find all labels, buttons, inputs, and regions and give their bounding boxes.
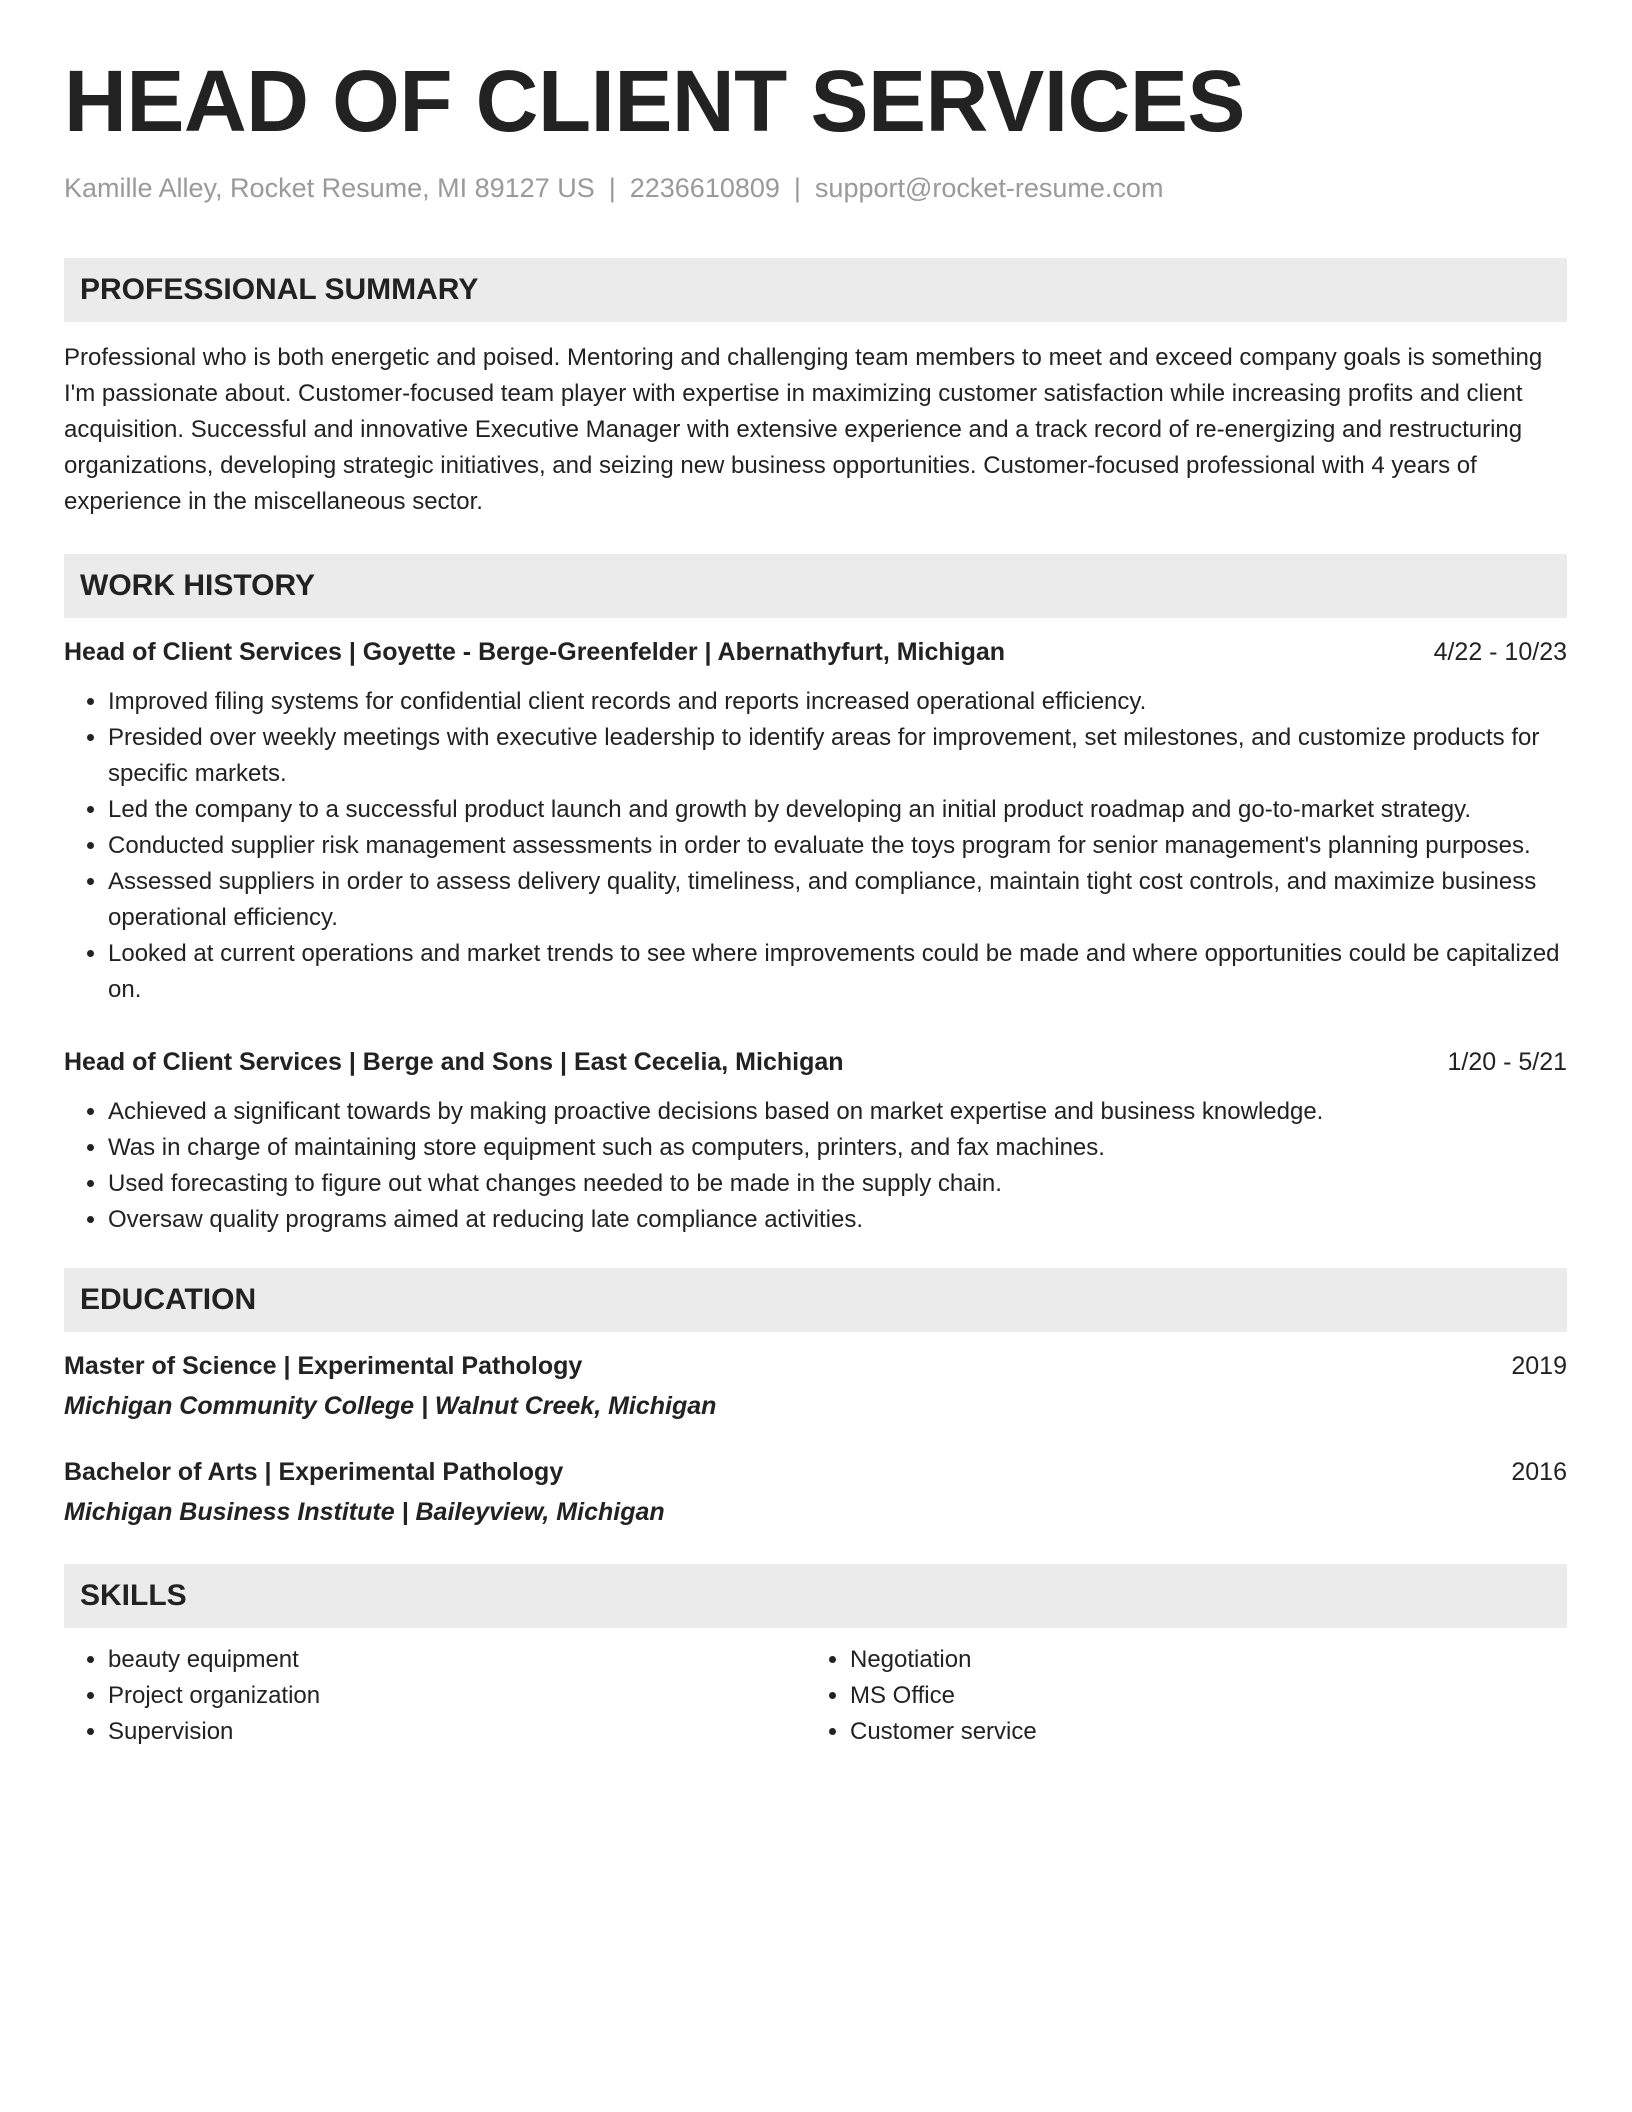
job-bullet: • Was in charge of maintaining store equipment such as computers, printers, and fax machines. [108, 1130, 1567, 1166]
job-header [64, 634, 1567, 670]
job-bullet: • Conducted supplier risk management assessments in order to evaluate the toys program for senior management's planning purposes. [108, 828, 1567, 864]
education-section [64, 1268, 1567, 1530]
skill-item: • beauty equipment [108, 1642, 806, 1678]
job-title: Head of Client Services | Goyette - Berge-Greenfelder | Abernathyfurt, Michigan [64, 638, 1006, 666]
skill-item: • Customer service [850, 1714, 1548, 1750]
skills-column-right [806, 1642, 1548, 1750]
education-entry [64, 1348, 1567, 1424]
job-bullet: • Achieved a significant towards by making proactive decisions based on market expertise and business knowledge. [108, 1094, 1567, 1130]
education-year: 2016 [1511, 1458, 1567, 1486]
job-entry [64, 1044, 1567, 1238]
job-dates: 4/22 - 10/23 [1433, 638, 1567, 666]
summary-heading: PROFESSIONAL SUMMARY [64, 258, 1567, 322]
skill-item: • MS Office [850, 1678, 1548, 1714]
education-year: 2019 [1511, 1352, 1567, 1380]
job-header [64, 1044, 1567, 1080]
job-bullets [64, 1094, 1567, 1238]
education-entry [64, 1454, 1567, 1530]
skill-item: • Project organization [108, 1678, 806, 1714]
education-degree: Bachelor of Arts | Experimental Pathology [64, 1458, 564, 1486]
education-heading: EDUCATION [64, 1268, 1567, 1332]
education-header [64, 1348, 1567, 1384]
education-header [64, 1454, 1567, 1490]
job-bullet: • Oversaw quality programs aimed at reducing late compliance activities. [108, 1202, 1567, 1238]
contact-separator: | [608, 173, 616, 203]
job-bullet: • Presided over weekly meetings with executive leadership to identify areas for improvement, set milestones, and customize products for specific markets. [108, 720, 1567, 792]
job-bullet: • Looked at current operations and market trends to see where improvements could be made and where opportunities could be capitalized on. [108, 936, 1567, 1008]
resume-title: HEAD OF CLIENT SERVICES [64, 53, 1245, 150]
skills-heading: SKILLS [64, 1564, 1567, 1628]
resume-page [64, 52, 1567, 1750]
job-bullet: • Assessed suppliers in order to assess delivery quality, timeliness, and compliance, maintain tight cost controls, and maximize business operational efficiency. [108, 864, 1567, 936]
contact-address: Kamille Alley, Rocket Resume, MI 89127 US [64, 173, 595, 203]
skill-item: • Negotiation [850, 1642, 1548, 1678]
work-history-section [64, 554, 1567, 1238]
summary-section [64, 258, 1567, 520]
education-school: Michigan Business Institute | Baileyview, Michigan [64, 1498, 665, 1526]
contact-separator: | [793, 173, 801, 203]
job-dates: 1/20 - 5/21 [1447, 1048, 1567, 1076]
job-bullet: • Used forecasting to figure out what changes needed to be made in the supply chain. [108, 1166, 1567, 1202]
job-title: Head of Client Services | Berge and Sons | East Cecelia, Michigan [64, 1048, 844, 1076]
work-history-heading: WORK HISTORY [64, 554, 1567, 618]
summary-text: Professional who is both energetic and poised. Mentoring and challenging team members to meet and exceed company goals is something I'm passionate about. Customer-focused team player with expertise in maximizing customer satisfaction while increasing profits and client acquisition. Successful and innovative Executive Manager with extensive experience and a track record of re-energizing and restructuring organizations, developing strategic initiatives, and seizing new business opportunities. Customer-focused professional with 4 years of experience in the miscellaneous sector. [64, 344, 1543, 515]
contact-phone: 2236610809 [629, 173, 780, 203]
contact-email: support@rocket-resume.com [814, 173, 1164, 203]
job-bullet: • Improved filing systems for confidential client records and reports increased operational efficiency. [108, 684, 1567, 720]
job-bullets [64, 684, 1567, 1008]
job-entry [64, 634, 1567, 1008]
education-school: Michigan Community College | Walnut Creek, Michigan [64, 1392, 717, 1420]
skills-grid [64, 1642, 1567, 1750]
skill-item: • Supervision [108, 1714, 806, 1750]
skills-column-left [64, 1642, 806, 1750]
skills-section [64, 1564, 1567, 1750]
contact-line [64, 170, 1567, 206]
education-degree: Master of Science | Experimental Pathology [64, 1352, 583, 1380]
job-bullet: • Led the company to a successful product launch and growth by developing an initial product roadmap and go-to-market strategy. [108, 792, 1567, 828]
